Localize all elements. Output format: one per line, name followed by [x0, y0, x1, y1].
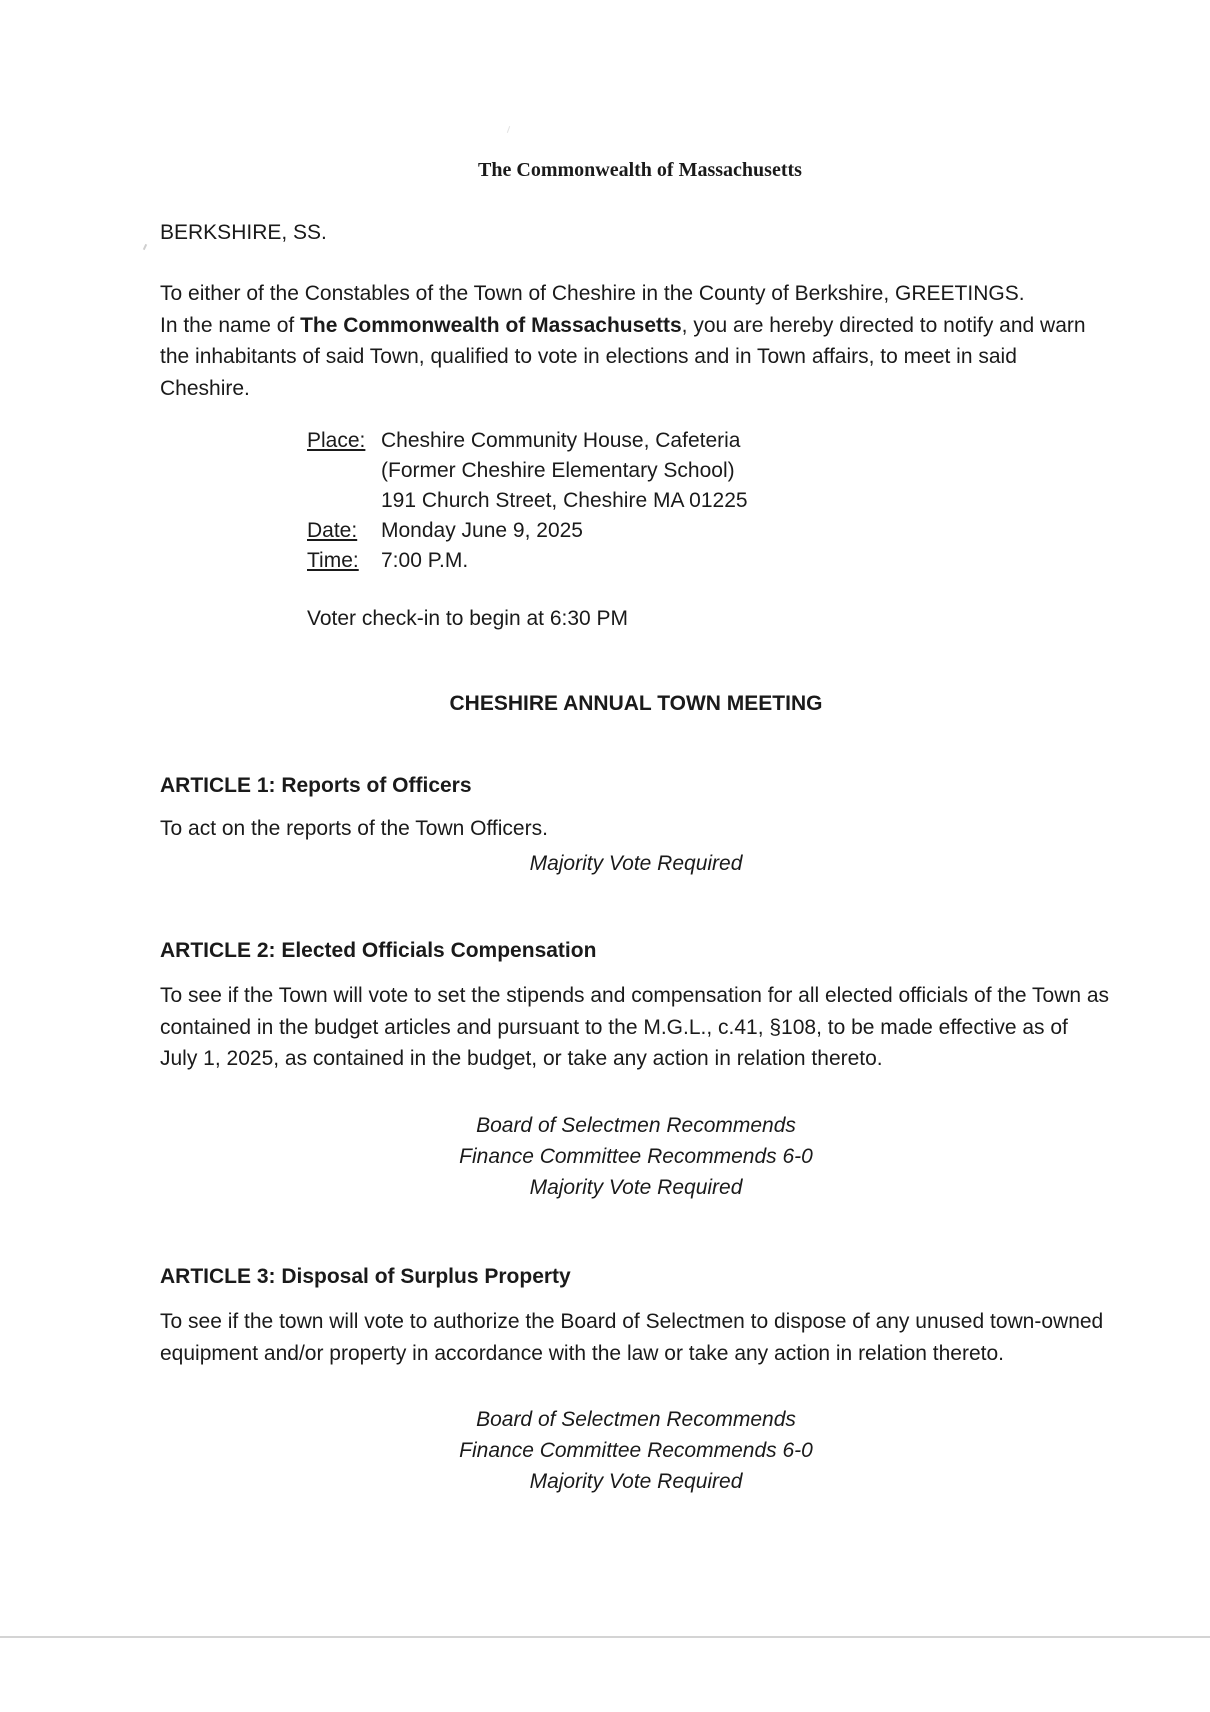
- place-row-2: [307, 456, 748, 486]
- intro-name-prefix: In the name of: [160, 313, 301, 337]
- article-body: To see if the Town will vote to set the stipends and compensation for all elected officials of the Town as contained in the budget articles and pursuant to the M.G.L., c.41, §108, to be made effective as of July 1, 2025, as contained in the budget, or take any action in relation thereto.: [160, 984, 1110, 1070]
- scan-speck: [143, 244, 147, 250]
- recommendation-line: Finance Committee Recommends 6-0: [459, 1145, 813, 1168]
- article-heading: ARTICLE 1: Reports of Officers: [160, 774, 472, 797]
- checkin-note: Voter check-in to begin at 6:30 PM: [307, 607, 629, 630]
- article-2-recommendations: [0, 1110, 1210, 1203]
- place-line-1: Cheshire Community House, Cafeteria: [381, 429, 741, 452]
- recommendation-line: Board of Selectmen Recommends: [476, 1114, 796, 1137]
- article-heading: ARTICLE 3: Disposal of Surplus Property: [160, 1265, 571, 1288]
- recommendation-line: Majority Vote Required: [529, 1176, 743, 1199]
- intro-paragraph: [160, 278, 1110, 404]
- intro-greeting: To either of the Constables of the Town of Cheshire in the County of Berkshire, GREETINGS.: [160, 282, 1025, 305]
- intro-name-bold: The Commonwealth of Massachusetts: [300, 313, 682, 337]
- article-heading: ARTICLE 2: Elected Officials Compensation: [160, 939, 597, 962]
- meeting-title: CHESHIRE ANNUAL TOWN MEETING: [449, 692, 823, 715]
- date-label: Date:: [307, 519, 358, 542]
- place-row: [307, 426, 748, 456]
- scan-speck: [507, 126, 510, 133]
- commonwealth-heading: The Commonwealth of Massachusetts: [478, 159, 802, 181]
- article-body: To see if the town will vote to authorize the Board of Selectmen to dispose of any unused town-owned equipment and/or property in accordance with the law or take any action in relation thereto.: [160, 1310, 1104, 1365]
- place-line-3: 191 Church Street, Cheshire MA 01225: [381, 489, 748, 512]
- recommendation-line: Board of Selectmen Recommends: [476, 1408, 796, 1431]
- scan-edge-line: [0, 1636, 1210, 1638]
- recommendation-line: Majority Vote Required: [529, 852, 743, 875]
- time-row: [307, 546, 748, 576]
- date-value: Monday June 9, 2025: [381, 519, 583, 542]
- article-3-recommendations: [0, 1404, 1210, 1497]
- article-3: [160, 1263, 1110, 1369]
- recommendation-line: Majority Vote Required: [529, 1470, 743, 1493]
- place-row-3: [307, 486, 748, 516]
- meeting-details: [307, 426, 748, 576]
- intro-name-rest: , you are hereby directed to notify and warn the inhabitants of said Town, qualified to vote in elections and in Town affairs, to meet in said Cheshire.: [160, 313, 1086, 400]
- place-label: Place:: [307, 429, 366, 452]
- time-value: 7:00 P.M.: [381, 549, 469, 572]
- county-label: BERKSHIRE, SS.: [160, 221, 327, 244]
- article-1-recommendations: [0, 848, 1210, 879]
- place-line-2: (Former Cheshire Elementary School): [381, 459, 735, 482]
- date-row: [307, 516, 748, 546]
- article-body: To act on the reports of the Town Officers.: [160, 817, 548, 840]
- article-2: [160, 937, 1110, 1075]
- recommendation-line: Finance Committee Recommends 6-0: [459, 1439, 813, 1462]
- article-1: [160, 772, 1110, 845]
- time-label: Time:: [307, 549, 359, 572]
